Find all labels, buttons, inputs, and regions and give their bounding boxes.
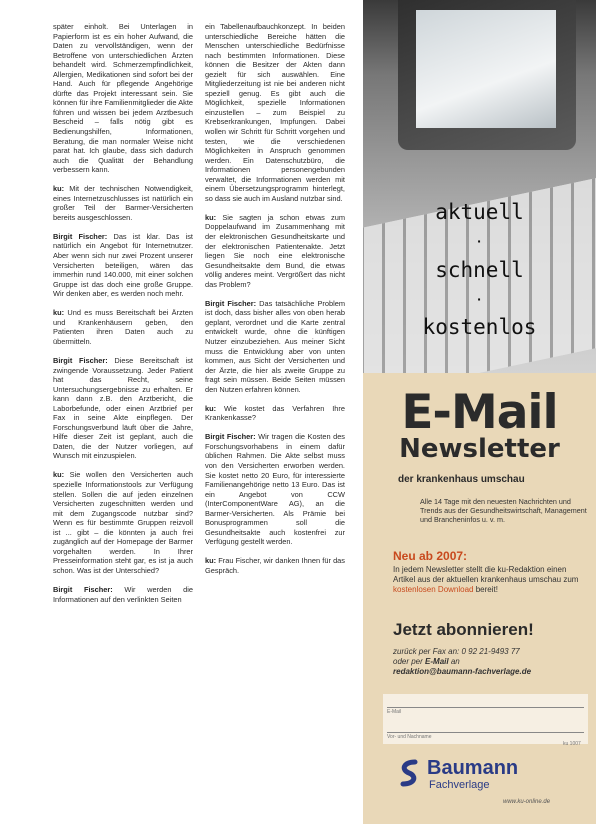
paragraph-text: Und es muss Bereitschaft bei Ärzten und Krankenhäusern geben, den Patienten ihren Daten auch zu übermitteln. bbox=[53, 308, 193, 346]
slogan-word: schnell bbox=[435, 258, 524, 282]
form-code: ku 1007 bbox=[563, 741, 581, 747]
subscribe-heading: Jetzt abonnieren! bbox=[393, 620, 534, 639]
speaker-label: Birgit Fischer: bbox=[53, 584, 113, 594]
speaker-label: ku: bbox=[205, 556, 217, 566]
new-heading: Neu ab 2007: bbox=[393, 549, 468, 563]
paragraph-text: Wir werden die Informationen auf den verlinkten Seiten bbox=[53, 584, 193, 604]
paragraph-text: Frau Fischer, wir danken Ihnen für das Gespräch. bbox=[205, 556, 345, 575]
speaker-label: ku: bbox=[53, 308, 65, 318]
brand-subname: Fachverlage bbox=[429, 779, 490, 791]
ad-title: E-Mail bbox=[401, 385, 558, 440]
paragraph-text: Diese Bereitschaft ist zwingende Voraussetzung. Jeder Patient hat das Recht, seine Untersuchungsergebnisse zu erhalten. Er kann dann z.B. den Arztbericht, die Laborbefunde, oder einen Arztbrief per Fax in seine Akte einpflegen. Der Forschungsverbund läuft über die Jahre, Hilfe dieser Zeit ist geplant, auch die Daten, die der Nutzer vorliegen, auf Wunsch mit einzuspielen. bbox=[53, 355, 193, 461]
brand-name: Baumann bbox=[427, 757, 519, 779]
speaker-label: ku: bbox=[53, 470, 65, 480]
baumann-logo-icon bbox=[395, 758, 425, 788]
article-paragraph bbox=[205, 299, 345, 394]
name-field-label: Vor- und Nachname bbox=[387, 734, 432, 740]
paragraph-text: Wir tragen die Kosten des Forschungsvorhabens in einem dafür üblichen Rahmen. Die Akte selbst muss von den Versicherten erworben werden. Sie kostet netto 20 Euro, für interessierte Familienangehörige netto 13 Euro. Das ist ein Angebot von CCW (InterComponentWare AG), an die Barmer-Versicherten. Als Prämie bei Bonusprogrammen soll die Gesundheitsakte auch kostenfrei zur Verfügung gestellt werden. bbox=[205, 432, 345, 547]
article-paragraph bbox=[53, 470, 193, 575]
article-paragraph bbox=[53, 232, 193, 299]
speaker-label: Birgit Fischer: bbox=[53, 355, 108, 365]
computer-photo bbox=[363, 0, 596, 373]
subscription-form bbox=[383, 694, 588, 747]
ad-publication: der krankenhaus umschau bbox=[398, 474, 525, 485]
speaker-label: ku: bbox=[205, 403, 217, 413]
speaker-label: Birgit Fischer: bbox=[53, 231, 108, 241]
paragraph-text: Das ist klar. Das ist natürlich ein Angebot für Internetnutzer. Aber wenn sich nur zwei Prozent unserer Versicherten beteiligen, wären das immerhin rund 140.000, mit einer solchen Gruppe ist das doch eine große Gruppe. Wir denken aber, es werden noch mehr. bbox=[53, 231, 193, 299]
speaker-label: ku: bbox=[53, 184, 65, 194]
article-paragraph bbox=[53, 356, 193, 461]
paragraph-text: Mit der technischen Notwendigkeit, eines Internetzuschlusses ist natürlich ein großer Teil der Barmer-Versicherten bereits ausgeschlossen. bbox=[53, 184, 193, 222]
article-column-2 bbox=[205, 22, 345, 585]
contact-info: zurück per Fax an: 0 92 21-9493 77 oder per E-Mail an redaktion@baumann-fachverlage.de bbox=[393, 647, 532, 676]
article-paragraph bbox=[205, 432, 345, 547]
slogan-separator-icon: · bbox=[477, 291, 482, 307]
article-paragraph bbox=[53, 308, 193, 346]
new-text: In jedem Newsletter stellt die ku-Redaktion einen Artikel aus der aktuellen krankenhaus umschau zum kostenlosen Download bereit! bbox=[393, 565, 579, 594]
monitor-image bbox=[398, 0, 576, 150]
speaker-label: ku: bbox=[205, 212, 217, 222]
article-column-1 bbox=[53, 22, 193, 614]
paragraph-text: Sie wollen den Versicherten auch spezielle Informationstools zur Verfügung stellen. Sollen die auf jeden einzelnen Versicherten zugeschnitten werden und mit dem Zugangscode nutzbar sind? Wenn es für bestimmte Gruppen reizvoll ist ... gibt – die könnten ja auch frei zugänglich auf der Homepage der Barmer vorgehalten werden. In Ihrer Presseinformation steht gar, es ist ja auch schon. Was ist der Unterschied? bbox=[53, 470, 193, 575]
article-paragraph bbox=[205, 556, 345, 575]
ad-url[interactable]: www.ku-online.de bbox=[503, 799, 551, 805]
paragraph-text: Sie sagten ja schon etwas zum Doppelaufwand im Zusammenhang mit der elektronischen Gesundheitskarte und der elektronischen Patientenakte. Jetzt liegen Sie noch eine elektronische Gesundheitsakte dem Bund, die etwas völlig anderes meint. Vergrößert das nicht das Problem? bbox=[205, 212, 345, 289]
paragraph-text: ein Tabellenaufbauchkonzept. In beiden unterschiedliche Bereiche hätten die Menschen unterschiedliche Bedürfnisse nach bestimmten Informationen. Diese können die Besitzer der Akten dann gezielt für sich auswählen. Eine Mitgliederzeitung ist nie bei anderen nicht speziell genug. Es gibt auch die Möglichkeit, spezielle Informationen einzustellen – zum Beispiel zu Krebserkrankungen, Impfungen. Dabei wollen wir Schritt für Schritt vorgehen und testen, wie die verschiedenen Möglichkeiten in Anspruch genommen werden. Ein Datenschutzbüro, die Informationen personengebunden verwaltet, die Informationen werden mit einem Übersetzungsprogramm hinterlegt, so dass sie auch im Ausland nutzbar sind. bbox=[205, 22, 345, 203]
newsletter-advertisement bbox=[363, 0, 596, 824]
slogan-word: kostenlos bbox=[422, 315, 537, 339]
ad-subtitle: Newsletter bbox=[399, 434, 560, 464]
contact-email-link[interactable]: redaktion@baumann-fachverlage.de bbox=[393, 667, 532, 676]
ad-info-text: Alle 14 Tage mit den neuesten Nachrichten und Trends aus der Gesundheitswirtschaft, Management und Brancheninfos u. v. m. bbox=[420, 497, 587, 524]
slogan-separator-icon: · bbox=[477, 233, 482, 249]
paragraph-text: Das tatsächliche Problem ist doch, dass bisher alles von oben herab geplant, verordnet und die Karte zentral entwickelt wurde, ohne die künftigen Nutzer einzubeziehen. Aus meiner Sicht muss die Entwicklung aber von unten kommen, aus Sicht der Versicherten und der Ärzte, die hier als zweite Gruppe zu fragt sein müssen. Beide Seiten müssen den Nutzen erfahren können. bbox=[205, 298, 345, 394]
article-paragraph bbox=[53, 22, 193, 175]
article-paragraph bbox=[205, 22, 345, 203]
email-field-label: E-Mail bbox=[387, 709, 402, 715]
article-paragraph bbox=[53, 585, 193, 604]
speaker-label: Birgit Fischer: bbox=[205, 432, 256, 442]
article-paragraph bbox=[205, 213, 345, 289]
email-field[interactable] bbox=[387, 707, 584, 708]
paragraph-text: Wie kostet das Verfahren Ihre Krankenkasse? bbox=[205, 403, 345, 423]
paragraph-text: später einholt. Bei Unterlagen in Papierform ist es ein hoher Aufwand, die Daten zu vervollständigen, wenn der Betroffene von unterschiedlichen Ärzten behandelt wird. Schmerzempfindlichkeit, Allergien, Medikationen sind sofort bei der Hand. Auch für pflegende Angehörige dürfte das Projekt interessant sein. Sie können für ihre Familienmitglieder die Akte führen und wissen bei jedem Arztbesuch Bescheid – falls nötig gibt es Bedienungshilfen, Informationen, Beratung, die man normaler Weise nicht parat hat. Ich glaube, dass sich dadurch auch die Qualität der Behandlung verbessern kann. bbox=[53, 22, 193, 175]
article-paragraph bbox=[205, 404, 345, 423]
article-paragraph bbox=[53, 184, 193, 222]
download-highlight: kostenlosen Download bbox=[393, 585, 474, 594]
speaker-label: Birgit Fischer: bbox=[205, 298, 257, 308]
slogan-word: aktuell bbox=[435, 200, 524, 224]
name-field[interactable] bbox=[387, 732, 584, 733]
